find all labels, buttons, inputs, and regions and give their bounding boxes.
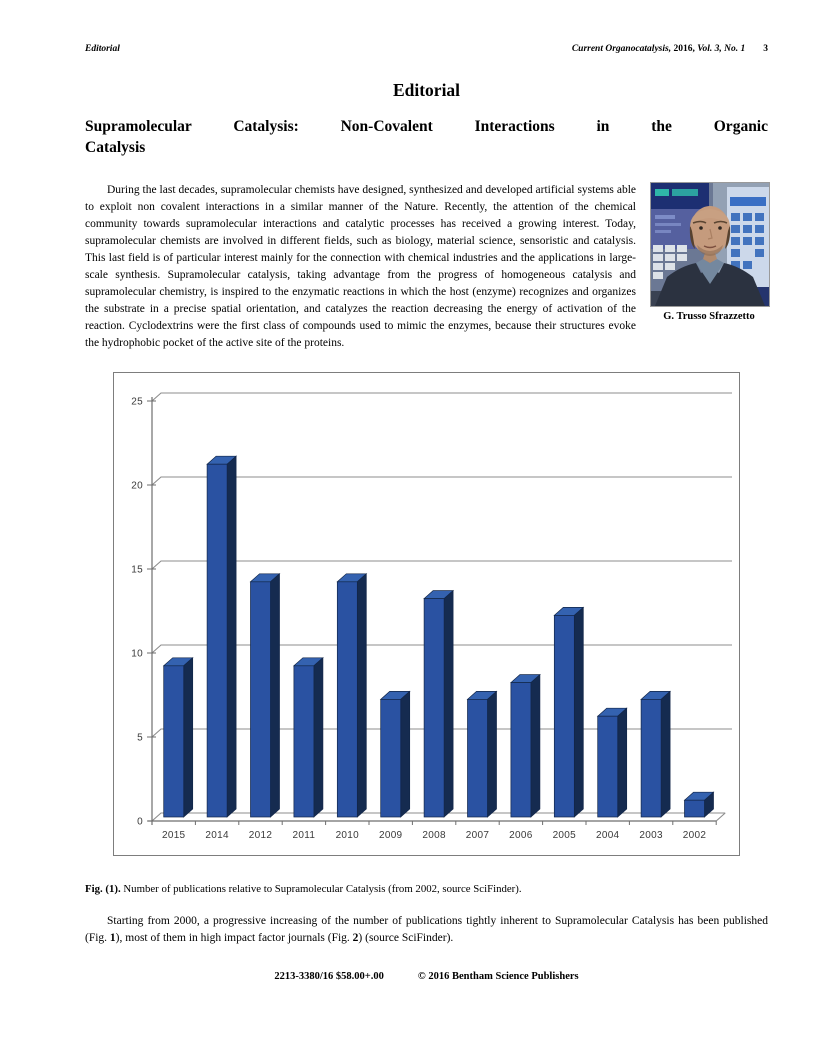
x-tick-label: 2004: [595, 830, 620, 841]
bar-2008: [424, 591, 453, 817]
x-tick-label: 2011: [292, 830, 316, 841]
x-tick-label: 2008: [422, 830, 446, 841]
article-title-line2: Catalysis: [85, 139, 146, 156]
intro-paragraph-text: During the last decades, supramolecular chemists have designed, synthesized and developed artificial systems able to exploit non covalent interactions in a similar manner of the Nature. Recently, the attention of the chemical community towards supramolecular interactions and catalytic processes has received a growing interest. Today, supramolecular chemists are involved in different fields, such as biology, material science, sensoristic and catalysis. This last field is of particular interest mainly for the connection with chemical industries and the applications in large-scale synthesis. Supramolecular catalysis, taking advantage from the progress of homogeneous catalysis and supramolecular chemistry, is inspired to the enzymatic reactions in which the host (enzyme) recognizes and organizes the substrate in a precise spatial orientation, and catalyzes the reaction decreasing the energy of activation of the reaction. Cyclodextrins were the first class of compounds used to mimic the enzymes, because their structures evoke the hydrophobic pocket of the active site of the proteins.: [85, 184, 636, 349]
x-tick-label: 2014: [205, 830, 229, 841]
x-tick-label: 2009: [378, 830, 403, 841]
section-title: Editorial: [392, 80, 461, 100]
y-tick-label: 10: [131, 648, 143, 660]
bar-2010: [337, 574, 366, 817]
bar-2015: [164, 658, 193, 817]
bar-chart: [114, 373, 739, 855]
page-footer: [85, 971, 768, 982]
copyright: © 2016 Bentham Science Publishers: [417, 971, 579, 982]
y-tick-label: 25: [131, 396, 143, 408]
bar-2002: [685, 792, 714, 817]
x-tick-label: 2002: [682, 830, 707, 841]
author-caption: G. Trusso Sfrazzetto: [663, 311, 755, 322]
bar-2005: [554, 607, 583, 817]
author-photo: [650, 182, 770, 307]
y-tick-label: 20: [131, 480, 143, 492]
bar-chart-svg: [114, 373, 739, 855]
bar-2009: [381, 691, 410, 817]
x-tick-label: 2007: [465, 830, 490, 841]
bar-2014: [207, 456, 236, 817]
x-tick-label: 2005: [552, 830, 577, 841]
x-tick-label: 2010: [335, 830, 360, 841]
closing-paragraph: [85, 913, 768, 947]
bar-2006: [511, 675, 540, 817]
page-number: 3: [763, 44, 768, 54]
bar-2012: [251, 574, 280, 817]
page-header: [85, 44, 768, 54]
x-tick-label: 2003: [639, 830, 663, 841]
issn-price: 2213-3380/16 $58.00+.00: [274, 971, 384, 982]
author-box: [650, 182, 768, 323]
bar-2004: [598, 708, 627, 817]
figure-1: [113, 372, 740, 856]
closing-paragraph-text: Starting from 2000, a progressive increasing of the number of publications tightly inherent to Supramolecular Catalysis has been published (Fig. 1), most of them in high impact factor journals (Fig. 2) (source SciFinder).: [85, 915, 768, 944]
bar-2011: [294, 658, 323, 817]
running-head: Editorial: [85, 44, 120, 54]
x-tick-label: 2006: [509, 830, 533, 841]
x-tick-label: 2012: [248, 830, 273, 841]
figure-caption: Fig. (1). Number of publications relative to Supramolecular Catalysis (from 2002, source SciFinder).: [85, 883, 522, 895]
y-tick-label: 15: [131, 564, 143, 576]
x-tick-label: 2015: [161, 830, 186, 841]
y-tick-label: 0: [137, 816, 143, 828]
bar-2003: [641, 691, 670, 817]
journal-citation-text: Current Organocatalysis, 2016, Vol. 3, No. 1: [571, 44, 746, 54]
intro-paragraph: [85, 182, 768, 352]
article-title-line1: Supramolecular Catalysis: Non-Covalent Interactions in the Organic: [85, 118, 768, 135]
bar-2007: [468, 691, 497, 817]
journal-citation: [572, 44, 768, 54]
y-tick-label: 5: [137, 732, 143, 744]
article-title: [85, 116, 768, 158]
